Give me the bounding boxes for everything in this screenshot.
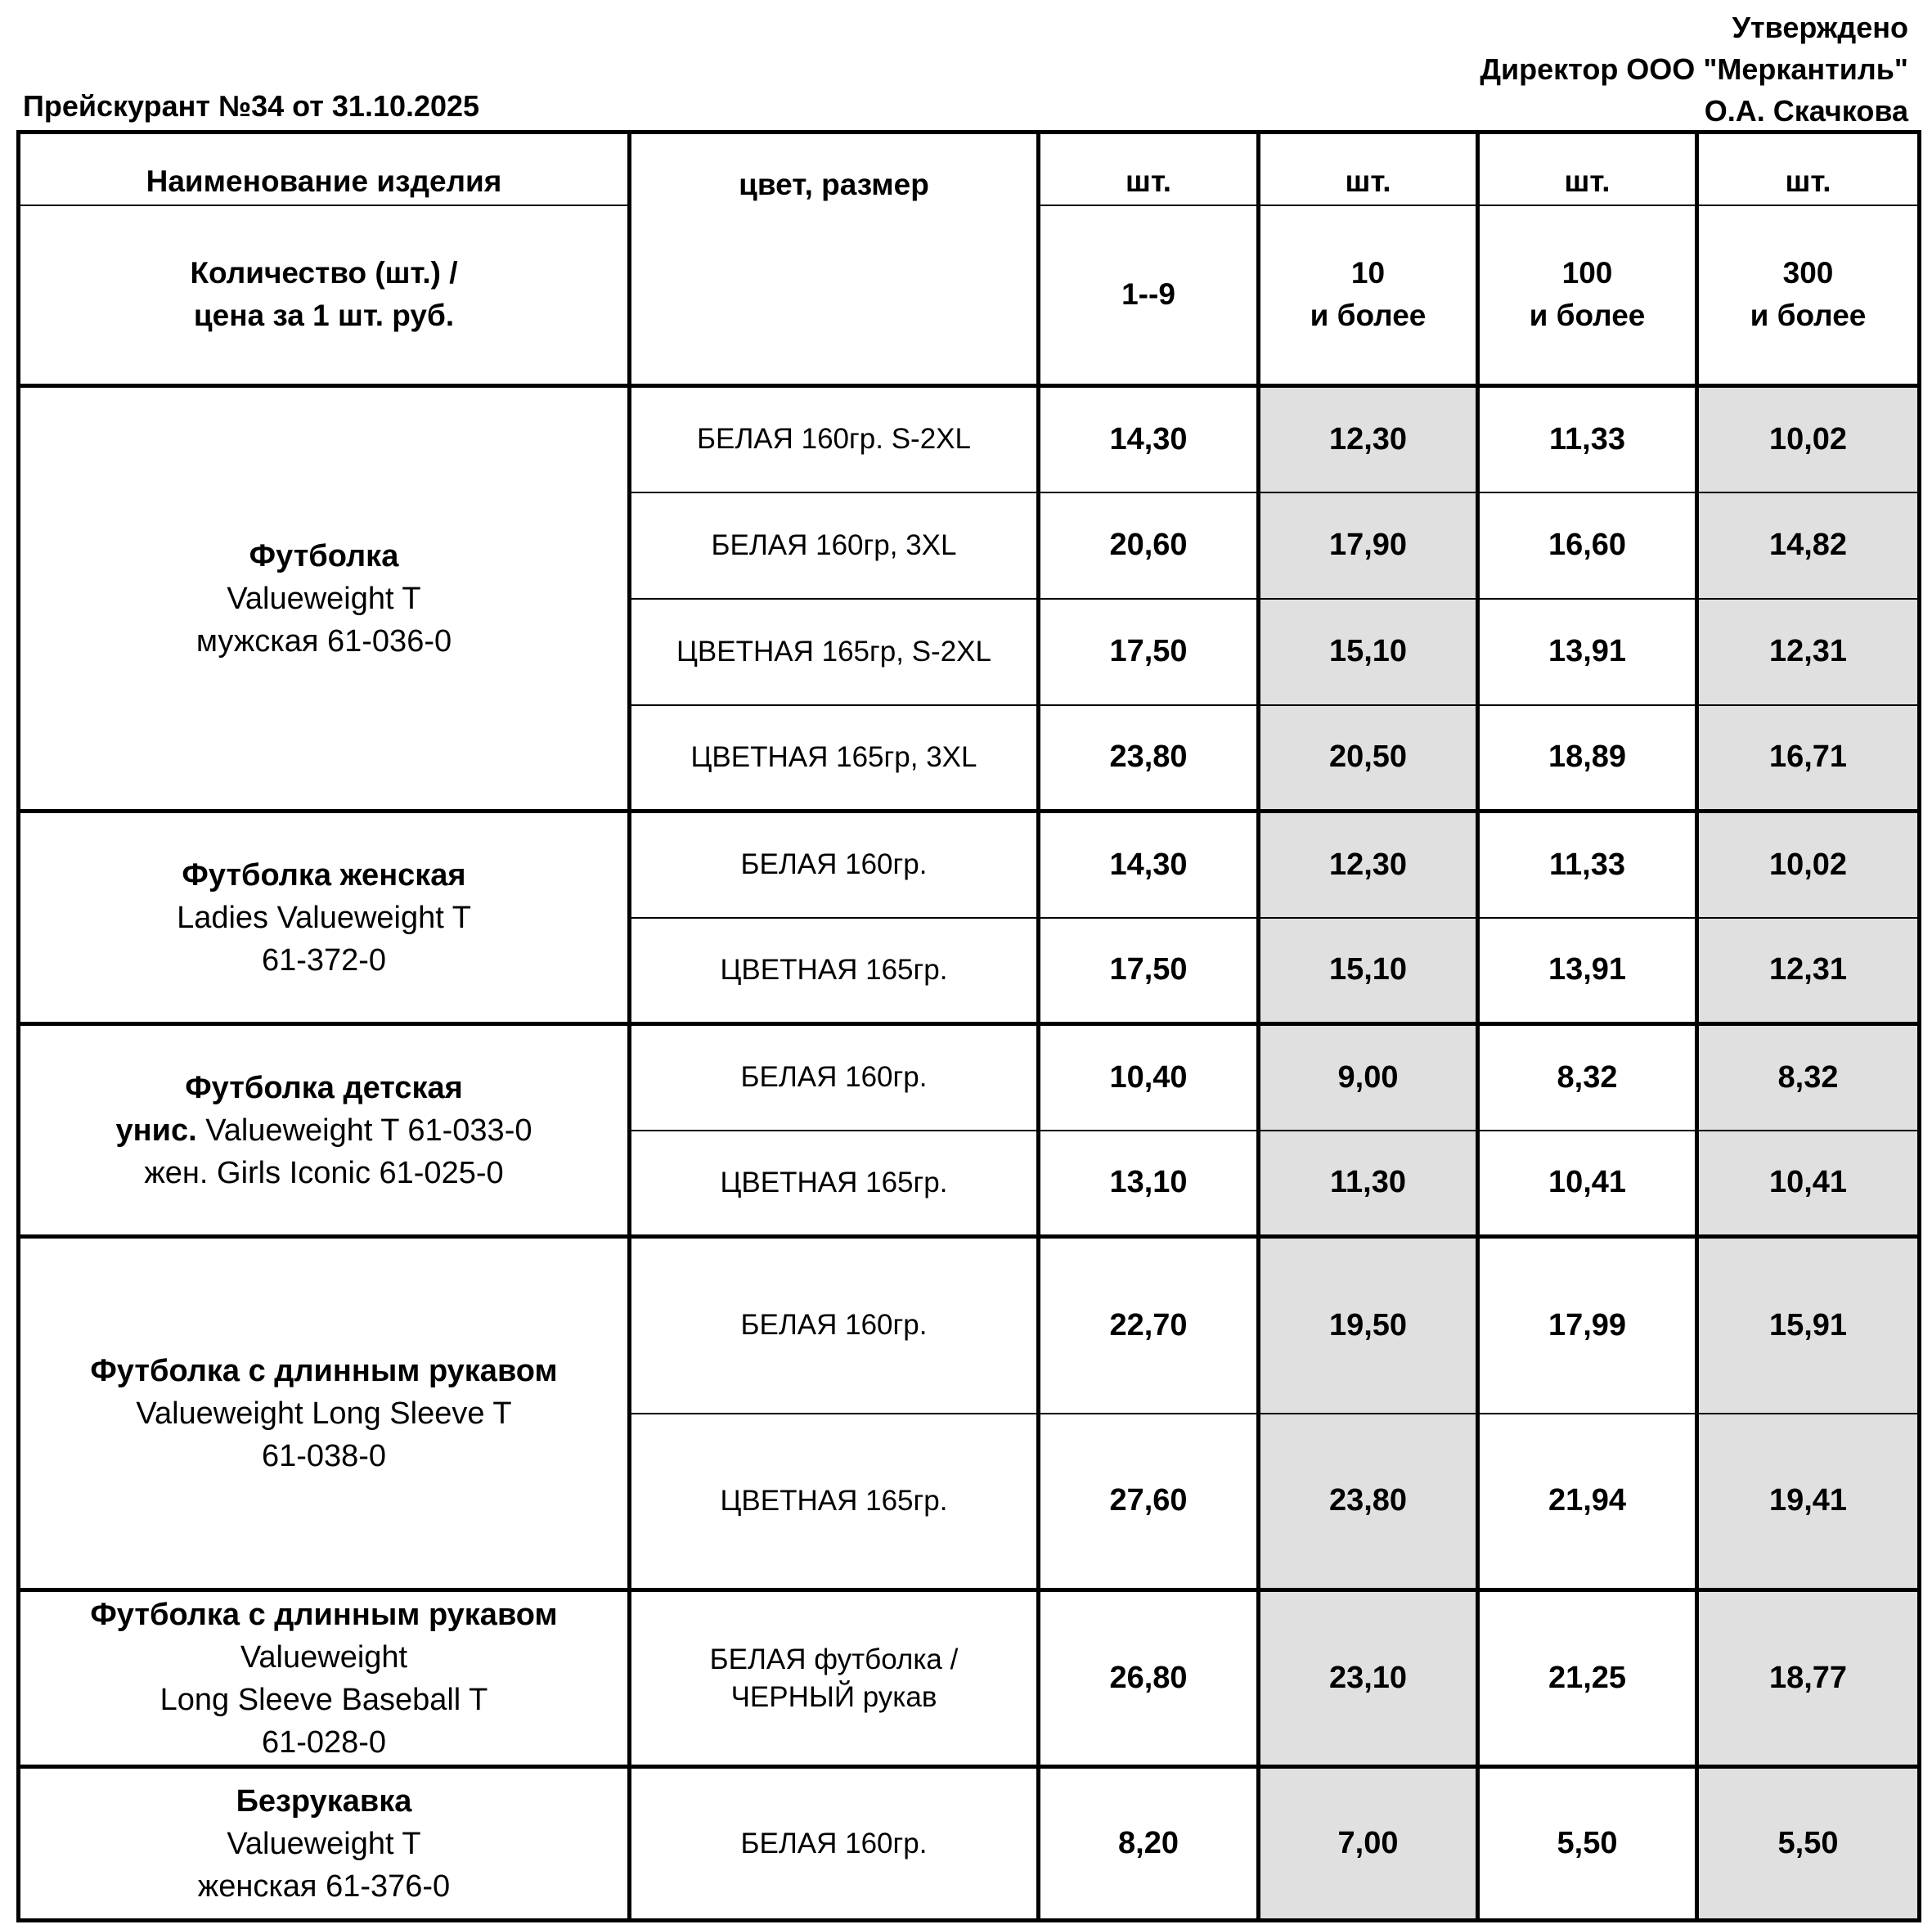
price-tier-3: 10,41 [1478, 1131, 1697, 1237]
product-name: Футболка детская [185, 1070, 463, 1105]
table-row [19, 1237, 1920, 1414]
header-tier-1-range: 1--9 [1121, 277, 1175, 312]
price-tier-4: 12,31 [1697, 599, 1920, 705]
variant-cell: БЕЛАЯ 160гр. [630, 1767, 1039, 1921]
variant-cell: БЕЛАЯ 160гр. [630, 1024, 1039, 1131]
variant-cell: ЦВЕТНАЯ 165гр. [630, 918, 1039, 1024]
header-name-label: Наименование изделия [19, 133, 630, 205]
product-model: Valueweight [240, 1639, 408, 1675]
product-name: Футболка с длинным рукавом [90, 1353, 558, 1388]
variant-cell: БЕЛАЯ 160гр, 3XL [630, 492, 1039, 599]
price-tier-1: 20,60 [1039, 492, 1259, 599]
header-unit-tier-3: шт. [1478, 133, 1697, 205]
product-name-cell [19, 386, 630, 812]
price-tier-1: 17,50 [1039, 599, 1259, 705]
approval-block [1480, 7, 1908, 132]
header-tier-2 [1259, 205, 1478, 386]
price-tier-2: 17,90 [1259, 492, 1478, 599]
product-model-girls: жен. Girls Iconic 61-025-0 [144, 1155, 504, 1190]
price-tier-2: 15,10 [1259, 918, 1478, 1024]
product-name: Безрукавка [236, 1783, 412, 1819]
table-row [19, 1024, 1920, 1131]
price-tier-2: 15,10 [1259, 599, 1478, 705]
header-variant-label: цвет, размер [630, 133, 1039, 386]
variant-cell: БЕЛАЯ 160гр. [630, 1237, 1039, 1414]
product-model: Valueweight T [227, 1826, 421, 1861]
price-tier-3: 18,89 [1478, 705, 1697, 812]
header-row-top [19, 133, 1920, 205]
price-tier-4: 14,82 [1697, 492, 1920, 599]
product-article: мужская 61-036-0 [195, 623, 452, 659]
header-unit-tier-1: шт. [1039, 133, 1259, 205]
unisex-model: Valueweight T 61-033-0 [196, 1113, 532, 1148]
variant-cell: ЦВЕТНАЯ 165гр. [630, 1131, 1039, 1237]
header-tier-4 [1697, 205, 1920, 386]
price-tier-4: 5,50 [1697, 1767, 1920, 1921]
product-name-cell [19, 812, 630, 1024]
price-tier-1: 26,80 [1039, 1590, 1259, 1767]
price-tier-2: 12,30 [1259, 812, 1478, 918]
product-name: Футболка женская [182, 857, 466, 893]
product-name-cell [19, 1767, 630, 1921]
price-tier-4: 10,02 [1697, 812, 1920, 918]
price-tier-1: 8,20 [1039, 1767, 1259, 1921]
table-row [19, 812, 1920, 918]
price-tier-1: 27,60 [1039, 1414, 1259, 1590]
price-tier-3: 8,32 [1478, 1024, 1697, 1131]
table-row [19, 1590, 1920, 1767]
price-tier-4: 18,77 [1697, 1590, 1920, 1767]
product-model: Valueweight T [227, 581, 421, 616]
approval-line-position: Директор ООО "Меркантиль" [1480, 52, 1908, 86]
price-tier-1: 10,40 [1039, 1024, 1259, 1131]
price-tier-2: 7,00 [1259, 1767, 1478, 1921]
price-tier-2: 11,30 [1259, 1131, 1478, 1237]
header-unit-tier-4: шт. [1697, 133, 1920, 205]
approval-line-approved: Утверждено [1732, 11, 1908, 44]
product-article: 61-028-0 [261, 1724, 387, 1760]
product-name: Футболка [249, 538, 399, 573]
price-tier-3: 21,94 [1478, 1414, 1697, 1590]
price-tier-4: 19,41 [1697, 1414, 1920, 1590]
price-tier-3: 21,25 [1478, 1590, 1697, 1767]
header-tier-3-min: 100 [1561, 256, 1613, 290]
price-tier-1: 22,70 [1039, 1237, 1259, 1414]
price-tier-1: 13,10 [1039, 1131, 1259, 1237]
price-tier-4: 15,91 [1697, 1237, 1920, 1414]
product-model: Ladies Valueweight T [177, 900, 471, 935]
price-tier-4: 8,32 [1697, 1024, 1920, 1131]
price-tier-2: 19,50 [1259, 1237, 1478, 1414]
product-name-cell [19, 1237, 630, 1590]
header-qty-line1: Количество (шт.) / [190, 256, 458, 290]
variant-cell [630, 1590, 1039, 1767]
price-tier-1: 14,30 [1039, 812, 1259, 918]
price-tier-2: 23,10 [1259, 1590, 1478, 1767]
product-model-2: Long Sleeve Baseball T [160, 1682, 488, 1717]
unisex-prefix: унис. [115, 1113, 197, 1148]
price-tier-4: 10,02 [1697, 386, 1920, 492]
price-tier-4: 10,41 [1697, 1131, 1920, 1237]
variant-cell: ЦВЕТНАЯ 165гр, 3XL [630, 705, 1039, 812]
approval-line-signatory: О.А. Скачкова [1704, 94, 1908, 128]
header-tier-2-min: 10 [1350, 256, 1386, 290]
price-tier-2: 12,30 [1259, 386, 1478, 492]
product-name-cell [19, 1590, 630, 1767]
price-table-wrap [16, 130, 1917, 1920]
product-model: Valueweight Long Sleeve T [136, 1396, 512, 1431]
product-article: 61-372-0 [261, 942, 387, 978]
price-tier-4: 16,71 [1697, 705, 1920, 812]
price-tier-1: 17,50 [1039, 918, 1259, 1024]
price-tier-2: 20,50 [1259, 705, 1478, 812]
header-tier-2-more: и более [1310, 299, 1427, 333]
header-unit-tier-2: шт. [1259, 133, 1478, 205]
product-name-cell [19, 1024, 630, 1237]
price-tier-4: 12,31 [1697, 918, 1920, 1024]
price-table [16, 130, 1921, 1922]
price-tier-2: 23,80 [1259, 1414, 1478, 1590]
price-tier-3: 17,99 [1478, 1237, 1697, 1414]
price-tier-3: 5,50 [1478, 1767, 1697, 1921]
header-tier-3-more: и более [1529, 299, 1646, 333]
price-tier-3: 11,33 [1478, 386, 1697, 492]
price-tier-3: 13,91 [1478, 918, 1697, 1024]
header-qty-label [19, 205, 630, 386]
variant-cell: БЕЛАЯ 160гр. S-2XL [630, 386, 1039, 492]
variant-cell: БЕЛАЯ 160гр. [630, 812, 1039, 918]
price-tier-3: 11,33 [1478, 812, 1697, 918]
table-row [19, 1767, 1920, 1921]
price-tier-3: 16,60 [1478, 492, 1697, 599]
price-tier-2: 9,00 [1259, 1024, 1478, 1131]
header-tier-4-min: 300 [1782, 256, 1834, 290]
product-name: Футболка с длинным рукавом [90, 1597, 558, 1632]
variant-cell: ЦВЕТНАЯ 165гр. [630, 1414, 1039, 1590]
header-tier-1 [1039, 205, 1259, 386]
header-tier-4-more: и более [1750, 299, 1867, 333]
price-list-title: Прейскурант №34 от 31.10.2025 [23, 89, 480, 123]
product-article: 61-038-0 [261, 1438, 387, 1473]
variant-line-1: БЕЛАЯ футболка / [709, 1643, 959, 1675]
header-qty-line2: цена за 1 шт. руб. [193, 299, 455, 333]
price-tier-1: 14,30 [1039, 386, 1259, 492]
variant-cell: ЦВЕТНАЯ 165гр, S-2XL [630, 599, 1039, 705]
variant-line-2: ЧЕРНЫЙ рукав [730, 1680, 937, 1713]
header-tier-3 [1478, 205, 1697, 386]
price-tier-3: 13,91 [1478, 599, 1697, 705]
table-row [19, 386, 1920, 492]
product-model-unisex [20, 1109, 627, 1152]
product-article: женская 61-376-0 [197, 1868, 451, 1904]
price-tier-1: 23,80 [1039, 705, 1259, 812]
